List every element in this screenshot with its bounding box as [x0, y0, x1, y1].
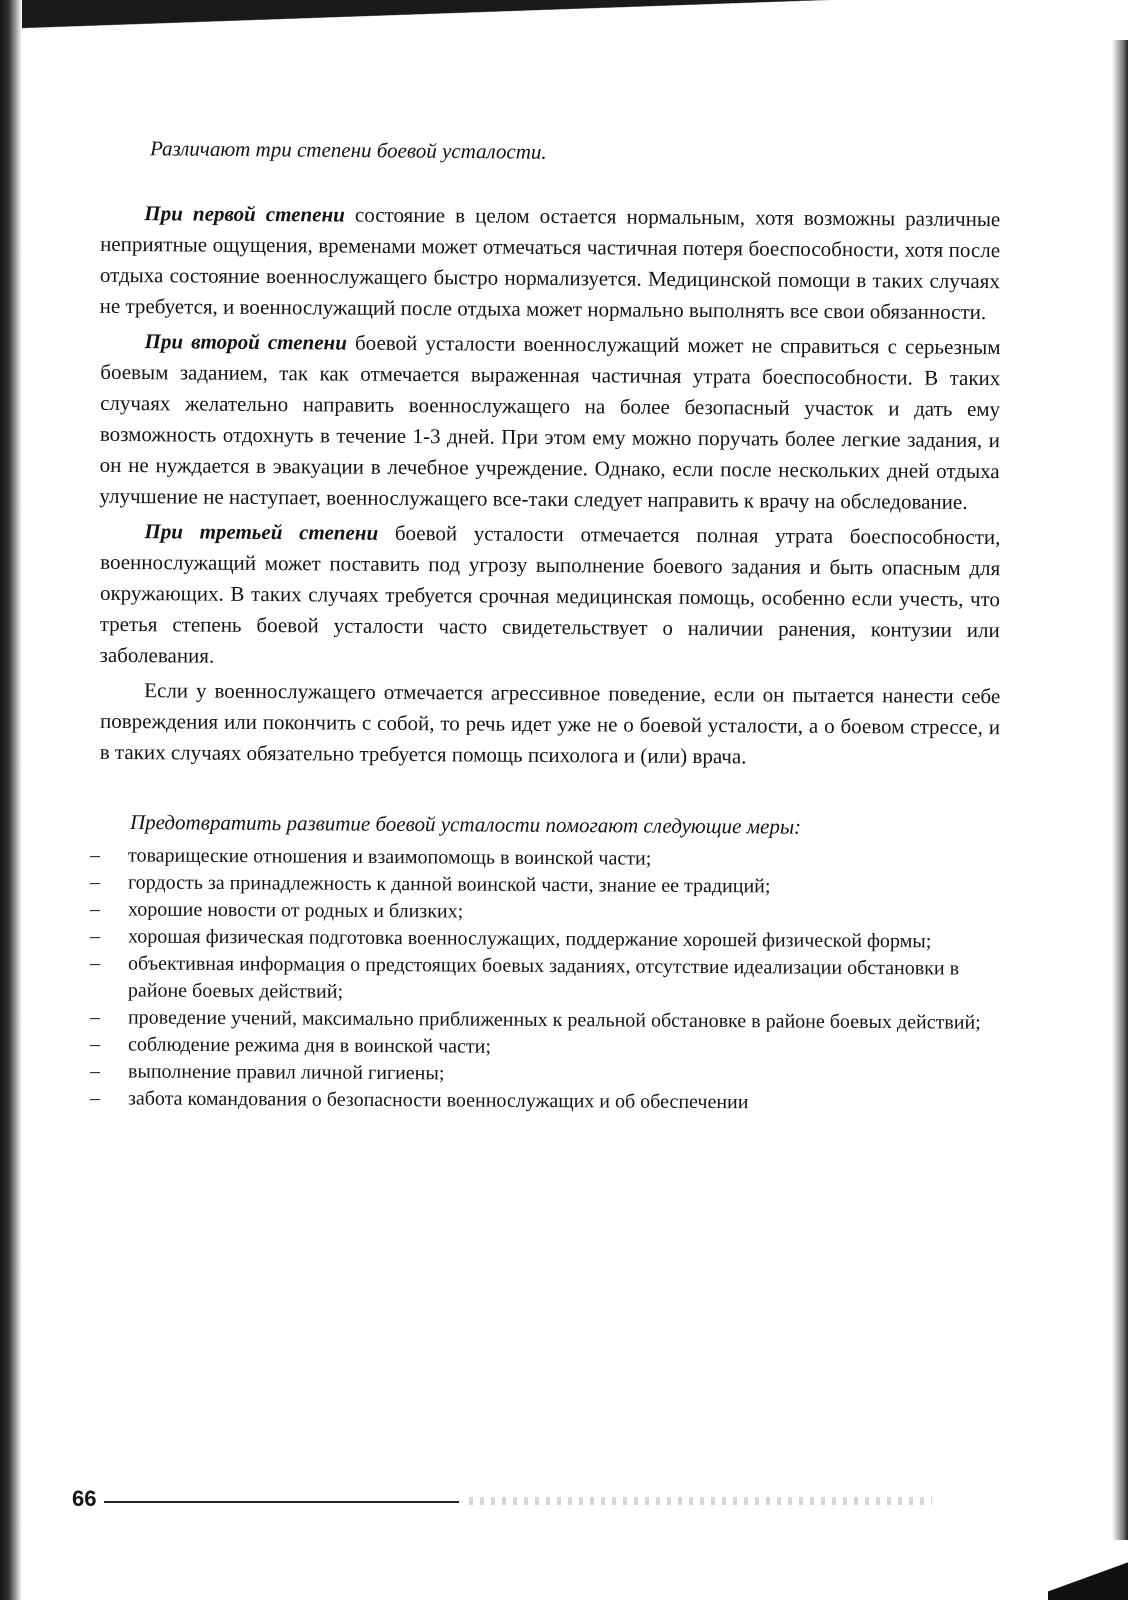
list-item-text: проведение учений, максимально приближенных к реальной обстановке в районе боевых действий;: [127, 1006, 981, 1034]
paragraph-text: Если у военнослужащего отмечается агрессивное поведение, если он пытается нанести себе повреждения или покончить с собой, то речь идет уже не о боевой усталости, а о боевом стрессе, и в таких случаях обязательно требуется помощь психолога и (или) врача.: [99, 678, 1001, 769]
page-footer: [72, 1484, 932, 1514]
list-item-text: выполнение правил личной гигиены;: [127, 1060, 445, 1085]
paragraph-first-degree: [100, 198, 1001, 328]
footer-rule: [104, 1501, 459, 1503]
dash-bullet: –: [89, 1006, 101, 1029]
paragraph-second-degree: [99, 326, 1000, 518]
list-item-text: забота командования о безопасности военнослужащих и об обеспечении: [127, 1087, 749, 1114]
page-number: 66: [72, 1486, 97, 1511]
dash-bullet: –: [89, 925, 101, 948]
scan-edge-left: [0, 0, 22, 1600]
paragraph-text: боевой усталости отмечается полная утрата боеспособности, военнослужащий может поставить под угрозу выполнение боевого задания и быть опасным для окружающих. В таких случаях требуется срочная медицинская помощь, особенно если учесть, что третья степень боевой усталости часто свидетельствует о наличии ранения, контузии или заболевания.: [99, 520, 1001, 668]
dash-bullet: –: [89, 1033, 101, 1056]
footer-faint-running-text: [469, 1497, 932, 1505]
dash-bullet: –: [89, 1060, 101, 1083]
list-item: [90, 950, 1000, 1010]
scan-edge-bottom-right: [1048, 1560, 1128, 1600]
page-body: [89, 136, 1001, 1115]
list-item-text: соблюдение режима дня в воинской части;: [127, 1033, 491, 1058]
dash-bullet: –: [89, 844, 101, 867]
section-heading: Различают три степени боевой усталости.: [149, 136, 547, 164]
list-item-text: хорошие новости от родных и близких;: [127, 898, 464, 923]
scan-edge-right: [1112, 40, 1128, 1540]
dash-bullet: –: [90, 952, 101, 975]
measures-list: [89, 844, 1000, 1115]
paragraph-text: состояние в целом остается нормальным, хотя возможны различные неприятные ощущения, временами может отмечаться частичная потеря боеспособности, хотя после отдыха состояние военнослужащего быстро нормализуется. Медицинской помощи в таких случаях не требуется, и военнослужащий после отдыха может нормально выполнять все свои обязанности.: [99, 202, 1001, 325]
paragraph-lead: При первой степени: [144, 201, 345, 227]
paragraph-lead: При второй степени: [144, 329, 348, 355]
list-item-text: товарищеские отношения и взаимопомощь в воинской части;: [127, 844, 652, 870]
scan-edge-top: [0, 0, 1128, 42]
dash-bullet: –: [89, 871, 101, 894]
list-item-text: гордость за принадлежность к данной воинской части, знание ее традиций;: [127, 871, 771, 898]
paragraph-combat-stress: [100, 675, 1001, 774]
measures-intro: Предотвратить развитие боевой усталости помогают следующие меры:: [129, 809, 802, 839]
list-item: [90, 1085, 1000, 1118]
dash-bullet: –: [89, 1087, 101, 1110]
list-item-text: объективная информация о предстоящих боевых заданиях, отсутствие идеализации обстановки в районе боевых действий;: [127, 952, 960, 1003]
dash-bullet: –: [89, 898, 101, 921]
paragraph-lead: При третьей степени: [144, 519, 379, 545]
list-item-text: хорошая физическая подготовка военнослужащих, поддержание хорошей физической формы;: [127, 925, 932, 953]
paragraph-text: боевой усталости военнослужащий может не справиться с серьезным боевым заданием, так как отмечается выраженная частичная утрата боеспособности. В таких случаях желательно направить военнослужащего на более безопасный участок и дать ему возможность отдохнуть в течение 1-3 дней. При этом ему можно поручать более легкие задания, и он не нуждается в эвакуации в лечебное учреждение. Однако, если после нескольких дней отдыха улучшение не наступает, военнослужащего все-таки следует направить к врачу на обследование.: [99, 330, 1001, 514]
paragraph-third-degree: [99, 516, 1000, 677]
